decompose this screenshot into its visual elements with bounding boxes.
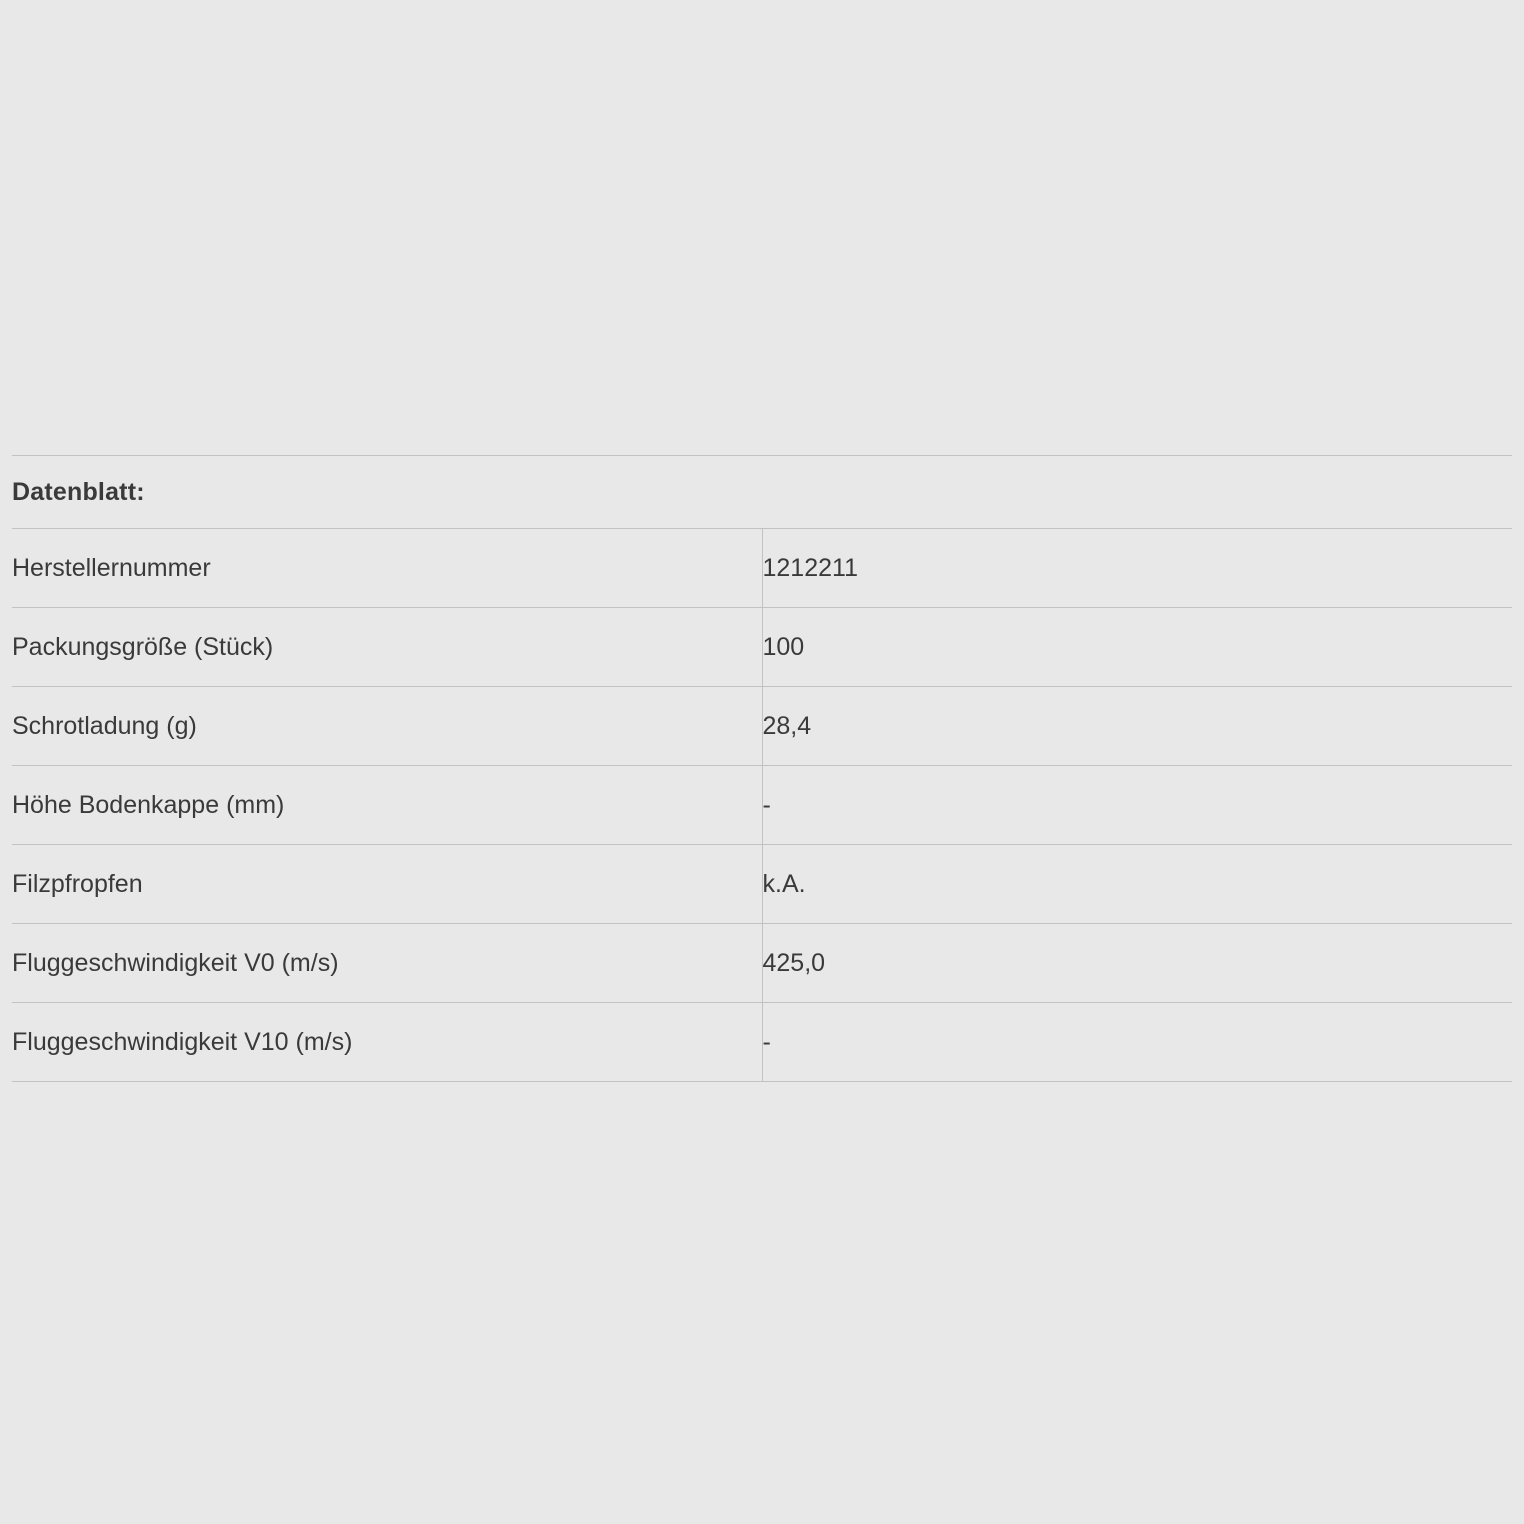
row-value: 1212211 — [762, 529, 1512, 608]
table-row — [12, 766, 1512, 845]
row-label: Packungsgröße (Stück) — [12, 608, 762, 687]
row-value: - — [762, 1003, 1512, 1082]
datasheet-caption: Datenblatt: — [12, 456, 1512, 529]
table-row — [12, 1003, 1512, 1082]
row-label: Herstellernummer — [12, 529, 762, 608]
row-value: 100 — [762, 608, 1512, 687]
row-label: Fluggeschwindigkeit V0 (m/s) — [12, 924, 762, 1003]
row-label: Fluggeschwindigkeit V10 (m/s) — [12, 1003, 762, 1082]
table-row — [12, 608, 1512, 687]
row-value: 425,0 — [762, 924, 1512, 1003]
row-label: Schrotladung (g) — [12, 687, 762, 766]
datasheet-caption-row — [12, 456, 1512, 529]
row-value: 28,4 — [762, 687, 1512, 766]
row-value: - — [762, 766, 1512, 845]
datasheet-table — [12, 455, 1512, 1082]
table-row — [12, 687, 1512, 766]
table-row — [12, 529, 1512, 608]
datasheet-section — [12, 455, 1512, 1082]
row-value: k.A. — [762, 845, 1512, 924]
table-row — [12, 924, 1512, 1003]
datasheet-table-body — [12, 456, 1512, 1082]
row-label: Filzpfropfen — [12, 845, 762, 924]
row-label: Höhe Bodenkappe (mm) — [12, 766, 762, 845]
table-row — [12, 845, 1512, 924]
